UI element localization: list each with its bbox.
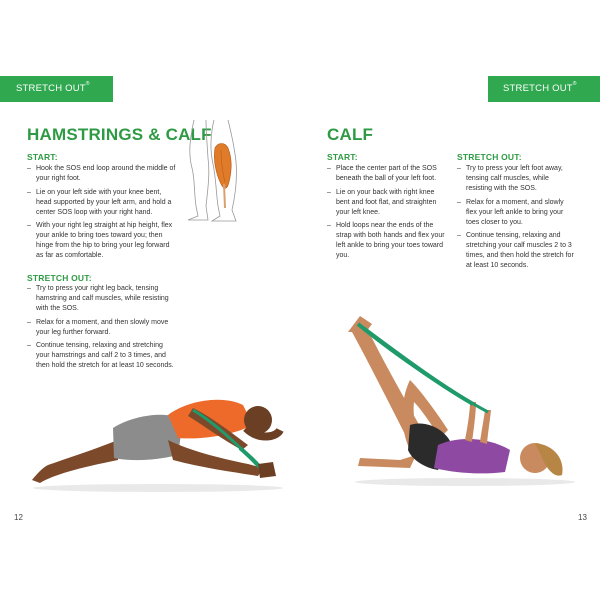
list-item: – Hook the SOS end loop around the middle of your right foot. xyxy=(27,164,177,184)
list-item: – Relax for a moment, and slowly flex your left ankle to bring your toes closer to you. xyxy=(457,198,575,228)
list-item: – Try to press your left foot away, tensing calf muscles, while resisting with the SOS. xyxy=(457,164,575,194)
header-tab-right xyxy=(488,76,600,120)
tab-label-suffix: STRAP xyxy=(503,109,536,120)
left-page-title: HAMSTRINGS & CALF xyxy=(27,125,212,144)
list-item: – Continue tensing, relaxing and stretching your hamstrings and calf 2 to 3 times, and then hold the stretch for at least 10 seconds. xyxy=(27,341,177,371)
right-stretch-steps xyxy=(457,164,575,275)
right-page-number: 13 xyxy=(578,513,587,522)
right-start-steps xyxy=(327,164,449,265)
left-start-steps xyxy=(27,164,177,265)
tab-label: STRETCH OUT xyxy=(503,83,573,94)
list-item: – Place the center part of the SOS beneath the ball of your left foot. xyxy=(327,164,449,184)
tab-label: STRETCH OUT xyxy=(16,83,86,94)
right-stretch-heading: STRETCH OUT: xyxy=(457,152,522,162)
tab-label-suffix: STRAP xyxy=(16,109,49,120)
list-item: – Hold loops near the ends of the strap with both hands and flex your left ankle to bring your toes toward you. xyxy=(327,221,449,261)
list-item: – Relax for a moment, and then slowly move your leg further forward. xyxy=(27,318,177,338)
hamstring-stretch-photo xyxy=(18,380,288,495)
list-item: – Lie on your left side with your knee bent, head supported by your left arm, and hold a center SOS loop with your right hand. xyxy=(27,188,177,218)
left-stretch-steps xyxy=(27,284,177,375)
list-item: – With your right leg straight at hip height, flex your ankle to bring toes toward you; then hinge from the hip to bring your leg forward as far as comfortable. xyxy=(27,221,177,261)
right-page-title: CALF xyxy=(327,125,374,144)
list-item: – Lie on your back with right knee bent and foot flat, and straighten your left knee. xyxy=(327,188,449,218)
list-item: – Continue tensing, relaxing and stretching your calf muscles 2 to 3 times, and then hold the stretch for at least 10 seconds. xyxy=(457,231,575,271)
right-start-heading: START: xyxy=(327,152,358,162)
left-stretch-heading: STRETCH OUT: xyxy=(27,273,92,283)
calf-muscle-illustration xyxy=(180,118,248,224)
registered-mark: ® xyxy=(85,81,90,87)
calf-stretch-photo xyxy=(330,310,580,490)
list-item: – Try to press your right leg back, tensing hamstring and calf muscles, while resisting with the SOS. xyxy=(27,284,177,314)
header-tab-left xyxy=(0,76,113,120)
left-page-number: 12 xyxy=(14,513,23,522)
registered-mark: ® xyxy=(572,81,577,87)
left-start-heading: START: xyxy=(27,152,58,162)
